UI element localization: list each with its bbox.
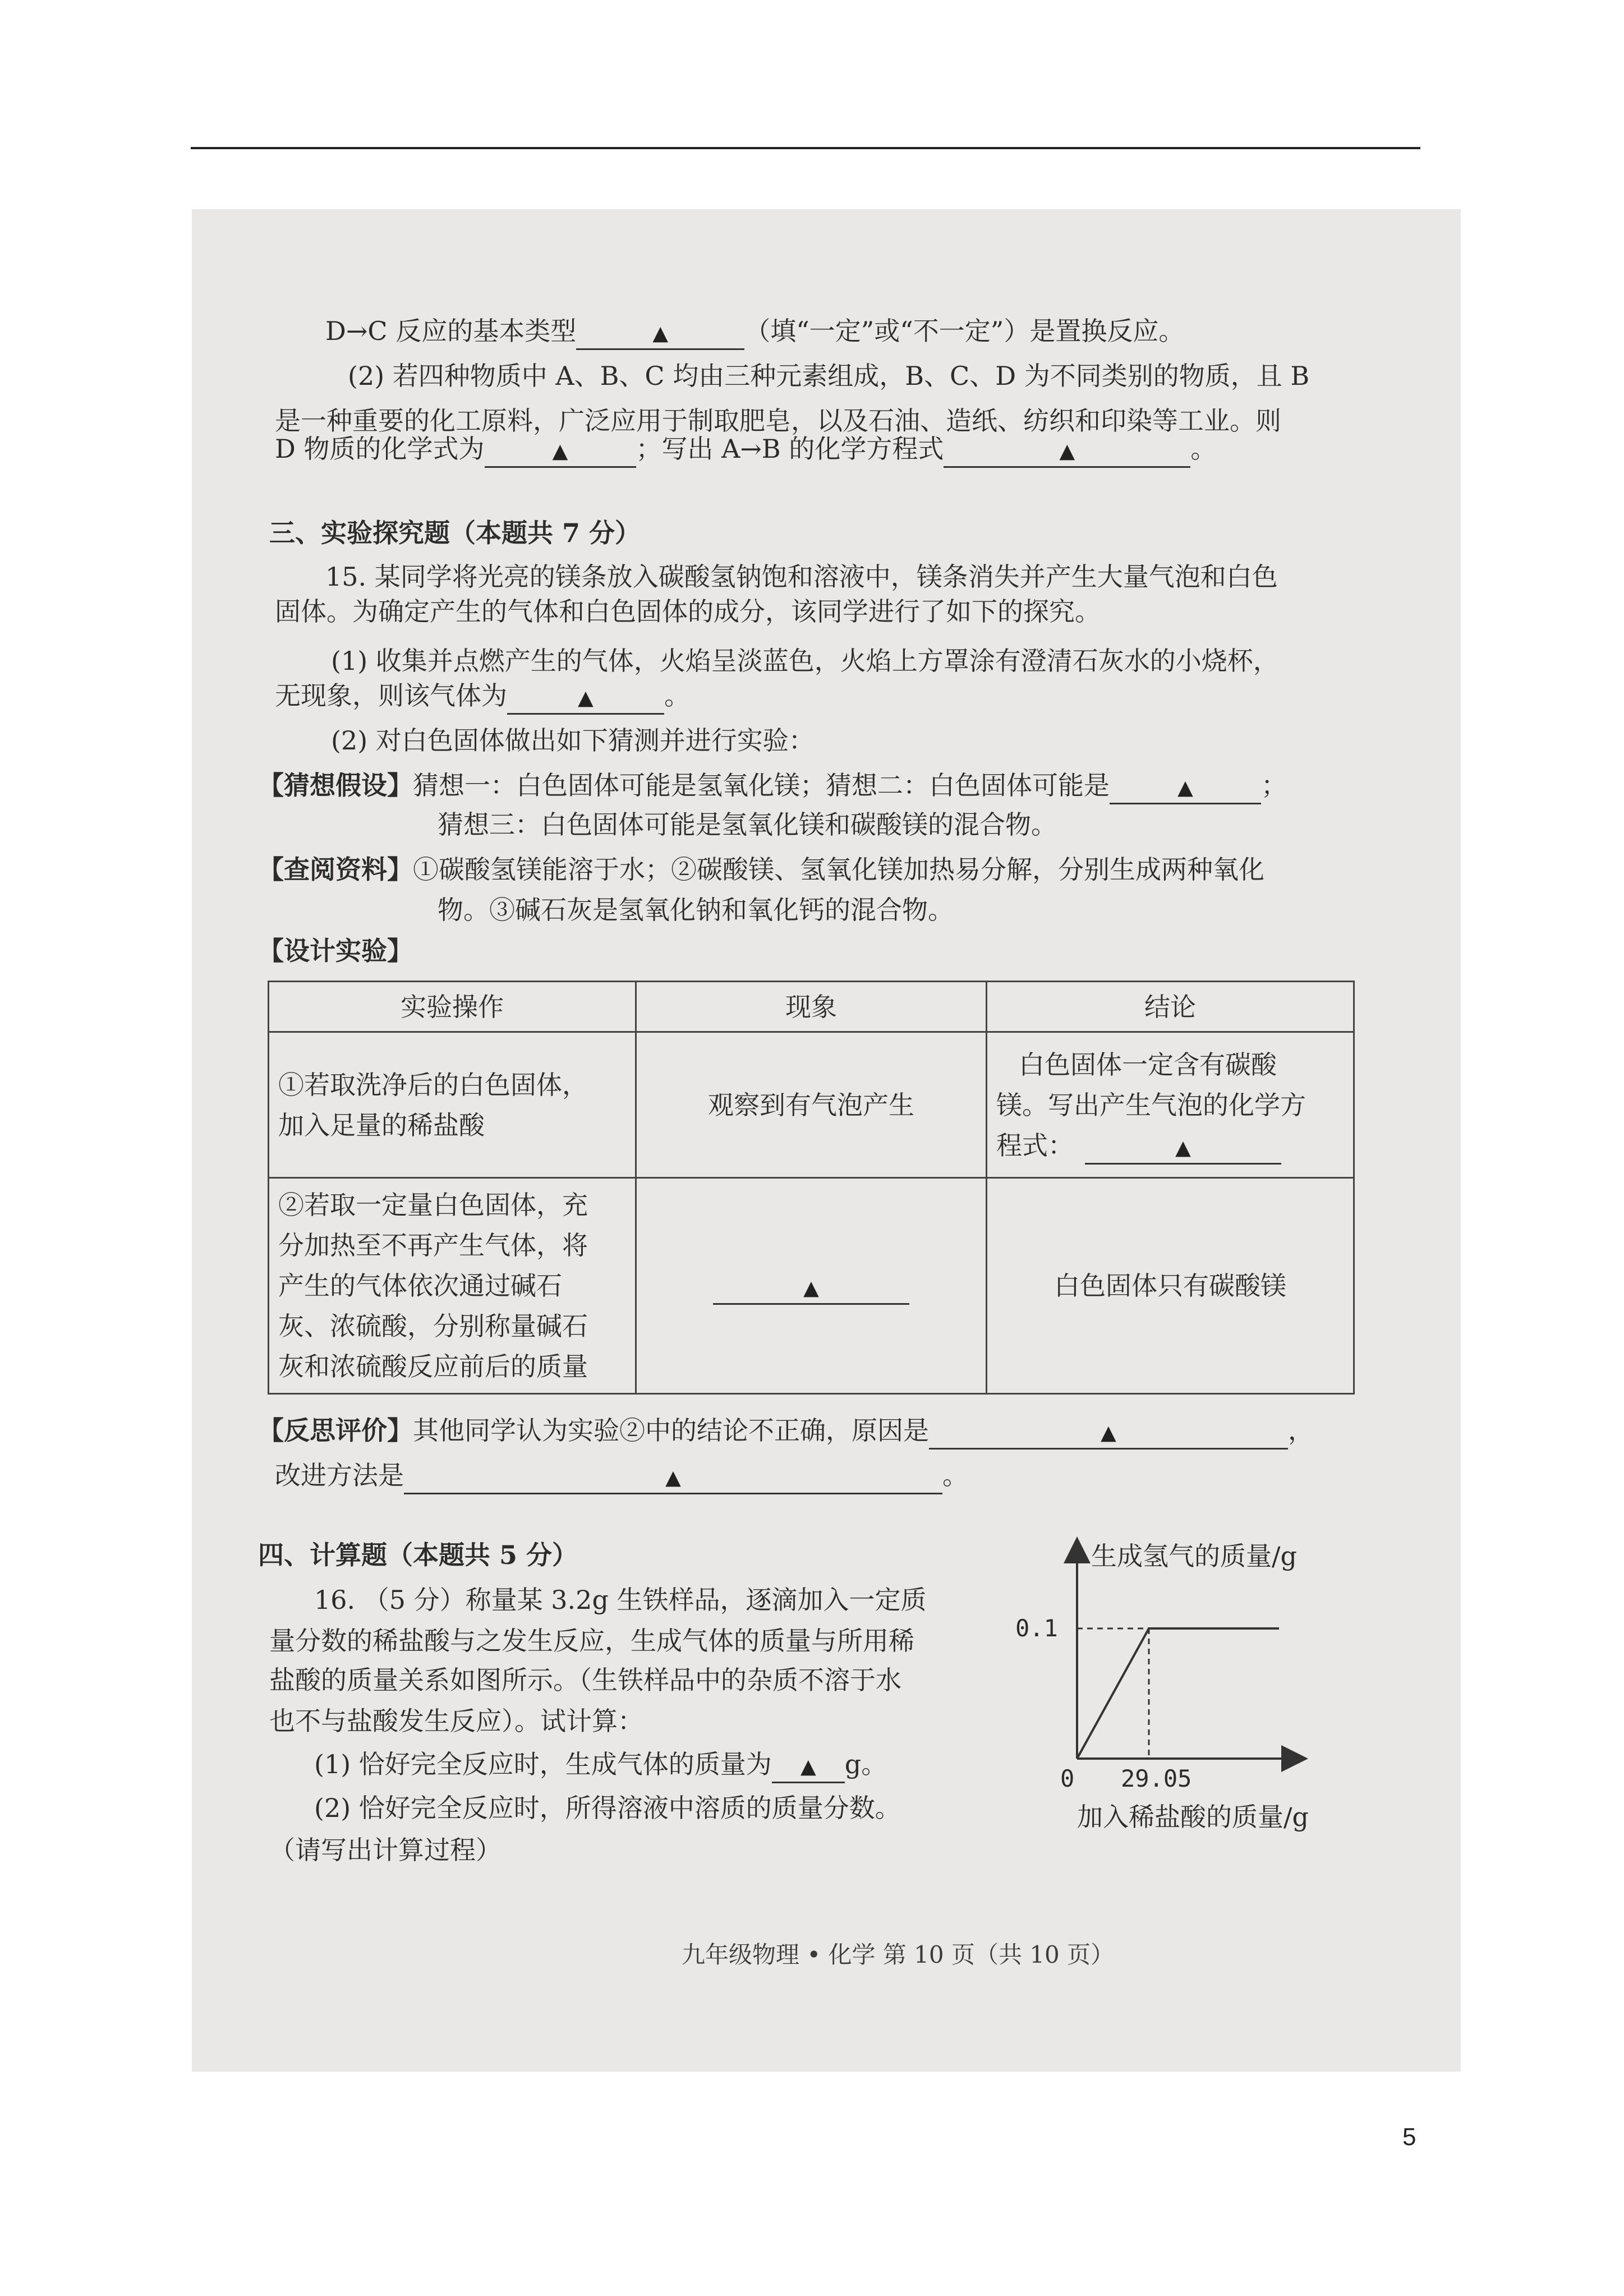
blank-triangle-icon: ▲ bbox=[578, 687, 594, 710]
answer-blank[interactable] bbox=[772, 1750, 845, 1783]
q14-line-4-mid: ；写出 A→B 的化学方程式 bbox=[636, 434, 944, 464]
reference-line-2: 物。③碱石灰是氢氧化钠和氧化钙的混合物。 bbox=[438, 895, 954, 925]
row2-op-line: 灰、浓硫酸，分别称量碱石 bbox=[278, 1311, 588, 1341]
row2-operation bbox=[269, 1178, 636, 1394]
x-axis-label: 加入稀盐酸的质量/g bbox=[1077, 1802, 1309, 1832]
answer-blank[interactable] bbox=[485, 434, 636, 468]
blank-triangle-icon: ▲ bbox=[1059, 440, 1075, 463]
reflect-line-2 bbox=[275, 1458, 968, 1494]
guess-text-1: 猜想一：白色固体可能是氢氧化镁；猜想二：白色固体可能是 bbox=[413, 770, 1110, 800]
guess-end: ； bbox=[1261, 770, 1287, 800]
reflect-line-1 bbox=[258, 1414, 1314, 1450]
q15-p1-line-1: (1) 收集并点燃产生的气体，火焰呈淡蓝色，火焰上方罩涂有澄清石灰水的小烧杯， bbox=[331, 646, 1279, 676]
table-row bbox=[269, 1178, 1354, 1394]
table-header-row bbox=[269, 982, 1354, 1032]
origin-label: 0 bbox=[1060, 1765, 1075, 1792]
q16-p1 bbox=[314, 1747, 887, 1783]
answer-blank[interactable] bbox=[713, 1271, 909, 1305]
reference-text-1: ①碳酸氢镁能溶于水；②碳酸镁、氢氧化镁加热易分解，分别生成两种氧化 bbox=[413, 854, 1264, 885]
row1-concl-text: 程式： bbox=[996, 1130, 1074, 1161]
q14-line-1-text: D→C 反应的基本类型 bbox=[325, 316, 577, 346]
answer-blank[interactable] bbox=[576, 316, 744, 350]
answer-blank[interactable] bbox=[1085, 1131, 1281, 1165]
q14-line-4-end: 。 bbox=[1190, 434, 1217, 464]
q14-line-1 bbox=[325, 314, 1184, 350]
answer-blank[interactable] bbox=[404, 1461, 942, 1494]
y-axis-label: 生成氢气的质量/g bbox=[1091, 1541, 1297, 1571]
row1-op-line: 加入足量的稀盐酸 bbox=[278, 1110, 485, 1140]
guess-line-2: 猜想三：白色固体可能是氢氧化镁和碳酸镁的混合物。 bbox=[438, 809, 1057, 840]
x-tick-label: 29.05 bbox=[1121, 1765, 1192, 1792]
hydrogen-mass-graph bbox=[987, 1534, 1380, 1837]
q15-p1-line-2 bbox=[275, 679, 690, 715]
blank-triangle-icon: ▲ bbox=[1177, 776, 1193, 799]
design-label: 【设计实验】 bbox=[258, 936, 413, 966]
answer-blank[interactable] bbox=[944, 434, 1190, 468]
reflect-end-1: ， bbox=[1288, 1415, 1314, 1446]
q16-line-4: 也不与盐酸发生反应）。试计算： bbox=[269, 1706, 643, 1736]
q14-line-1-suffix: （填“一定”或“不一定”）是置换反应。 bbox=[744, 316, 1185, 346]
header-operation: 实验操作 bbox=[269, 982, 636, 1032]
exam-footer: 九年级物理 • 化学 第 10 页（共 10 页） bbox=[682, 1941, 1115, 1968]
q15-line-2: 固体。为确定产生的气体和白色固体的成分，该同学进行了如下的探究。 bbox=[275, 596, 1101, 627]
section-3-title: 三、实验探究题（本题共 7 分） bbox=[269, 518, 641, 548]
answer-blank[interactable] bbox=[929, 1416, 1288, 1450]
q14-line-3: 是一种重要的化工原料，广泛应用于制取肥皂，以及石油、造纸、纺织和印染等工业。则 bbox=[275, 406, 1281, 436]
row1-op-line: ①若取洗净后的白色固体， bbox=[278, 1069, 588, 1100]
answer-blank[interactable] bbox=[507, 681, 664, 715]
header-phenomenon: 现象 bbox=[636, 982, 987, 1032]
q14-line-4 bbox=[275, 432, 1216, 468]
blank-triangle-icon: ▲ bbox=[652, 322, 669, 345]
data-line bbox=[1077, 1628, 1279, 1759]
row1-phenomenon: 观察到有气泡产生 bbox=[636, 1032, 987, 1178]
row2-conclusion: 白色固体只有碳酸镁 bbox=[987, 1178, 1354, 1394]
reflect-end-2: 。 bbox=[942, 1460, 968, 1490]
row2-op-line: 灰和浓硫酸反应前后的质量 bbox=[278, 1351, 588, 1382]
top-rule bbox=[191, 147, 1420, 149]
q16-p2: (2) 恰好完全反应时，所得溶液中溶质的质量分数。 bbox=[314, 1793, 901, 1823]
page-number: 5 bbox=[1402, 2123, 1416, 2151]
q15-p1-end: 。 bbox=[664, 680, 690, 711]
row2-op-line: ②若取一定量白色固体，充 bbox=[278, 1190, 588, 1220]
reflect-label: 【反思评价】 bbox=[258, 1415, 413, 1446]
row1-concl-line: 白色固体一定含有碳酸 bbox=[1019, 1049, 1277, 1080]
row1-concl-line-3 bbox=[996, 1125, 1344, 1166]
reference-line-1 bbox=[258, 853, 1264, 886]
q16-line-1: 16. （5 分）称量某 3.2g 生铁样品，逐滴加入一定质 bbox=[314, 1585, 927, 1615]
row2-op-line: 分加热至不再产生气体，将 bbox=[278, 1230, 588, 1260]
q16-p3: （请写出计算过程） bbox=[269, 1835, 502, 1865]
experiment-table bbox=[268, 981, 1355, 1395]
row1-operation bbox=[269, 1032, 636, 1178]
q16-p1-text: (1) 恰好完全反应时，生成气体的质量为 bbox=[314, 1749, 772, 1779]
q15-p1-text: 无现象，则该气体为 bbox=[275, 680, 507, 711]
table-row bbox=[269, 1032, 1354, 1178]
blank-triangle-icon: ▲ bbox=[803, 1277, 819, 1300]
q16-line-3: 盐酸的质量关系如图所示。（生铁样品中的杂质不溶于水 bbox=[269, 1665, 901, 1695]
guess-line-1 bbox=[258, 769, 1287, 804]
blank-triangle-icon: ▲ bbox=[552, 440, 568, 463]
reflect-text-2: 改进方法是 bbox=[275, 1460, 404, 1490]
section-4-title: 四、计算题（本题共 5 分） bbox=[258, 1540, 578, 1570]
q16-p1-end: g。 bbox=[844, 1749, 887, 1779]
blank-triangle-icon: ▲ bbox=[1175, 1136, 1191, 1159]
q14-line-4-text: D 物质的化学式为 bbox=[275, 434, 485, 464]
blank-triangle-icon: ▲ bbox=[1101, 1421, 1116, 1444]
q14-line-2: (2) 若四种物质中 A、B、C 均由三种元素组成，B、C、D 为不同类别的物质，且 B bbox=[348, 361, 1310, 391]
row2-op-line: 产生的气体依次通过碱石 bbox=[278, 1271, 562, 1301]
row1-concl-line: 镁。写出产生气泡的化学方 bbox=[996, 1089, 1306, 1120]
row1-conclusion bbox=[987, 1032, 1354, 1178]
q15-p2: (2) 对白色固体做出如下猜测并进行实验： bbox=[331, 725, 815, 756]
q15-line-1: 15. 某同学将光亮的镁条放入碳酸氢钠饱和溶液中，镁条消失并产生大量气泡和白色 bbox=[325, 562, 1278, 592]
blank-triangle-icon: ▲ bbox=[665, 1466, 681, 1489]
header-conclusion: 结论 bbox=[987, 982, 1354, 1032]
y-tick-label: 0.1 bbox=[1015, 1614, 1058, 1642]
row2-phenomenon bbox=[636, 1178, 987, 1394]
answer-blank[interactable] bbox=[1110, 771, 1261, 804]
reference-label: 【查阅资料】 bbox=[258, 854, 413, 885]
reflect-text-1: 其他同学认为实验②中的结论不正确，原因是 bbox=[413, 1415, 929, 1446]
guess-label: 【猜想假设】 bbox=[258, 770, 413, 800]
blank-triangle-icon: ▲ bbox=[800, 1755, 816, 1778]
q16-line-2: 量分数的稀盐酸与之发生反应，生成气体的质量与所用稀 bbox=[269, 1626, 914, 1656]
